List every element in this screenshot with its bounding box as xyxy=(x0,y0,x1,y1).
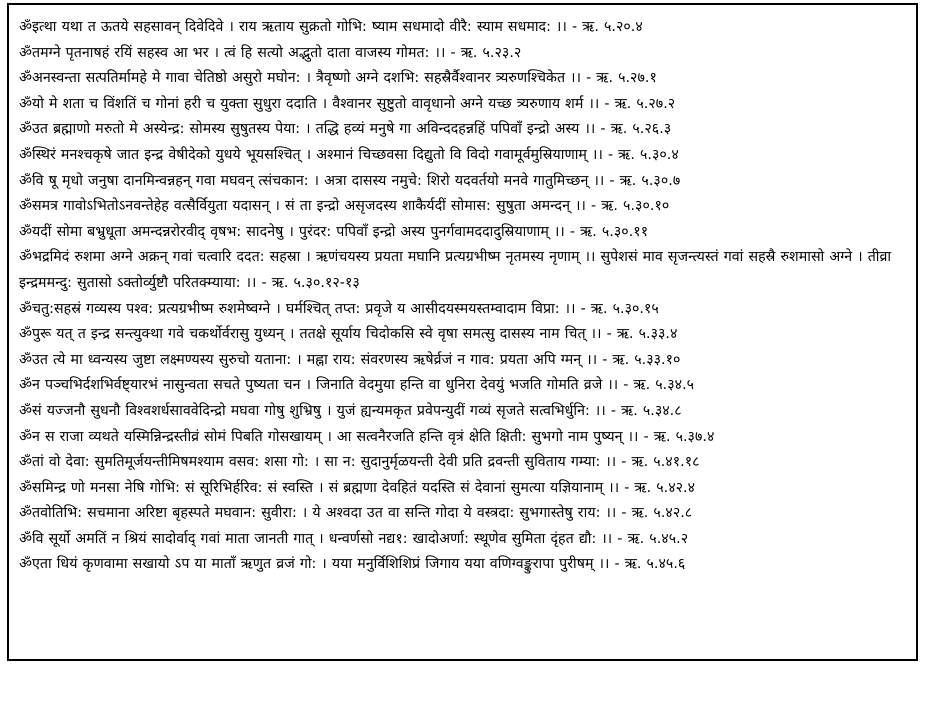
verse-reference: - ऋ. ५.३०.१२-१३ xyxy=(261,274,360,291)
verse-line xyxy=(19,399,914,425)
verse-line xyxy=(19,194,914,220)
verse-line xyxy=(19,169,914,195)
verse-line xyxy=(19,552,914,578)
verse-reference: - ऋ. ५.३०.४ xyxy=(607,146,679,163)
verse-text: ॐतमग्ने पृतनाषहं रयिं सहस्व आ भर । त्वं हि सत्यो अद्भुतो दाता वाजस्य गोमत: ।। xyxy=(19,44,446,61)
verse-reference: - ऋ. ५.३०.१० xyxy=(591,198,670,215)
verse-reference: - ऋ. ५.३४.५ xyxy=(623,377,695,394)
verse-text: ॐउत त्ये मा ध्वन्यस्य जुष्टा लक्ष्मण्यस्य सुरुचो यताना: । मह्ना राय: संवरणस्य ऋषेर्व्रजं न गाव: प्रयता अपि ग्मन् ।। xyxy=(19,351,598,368)
verse-text: ॐअनस्वन्ता सत्पतिर्मामहे मे गावा चेतिष्ठो असुरो मघोन: । त्रैवृष्णो अग्ने दशभि: सहस्रैर्वैश्वानर त्र्यरुणश्चिकेत ।। xyxy=(19,70,581,87)
verse-list xyxy=(19,15,914,578)
verse-line xyxy=(19,501,914,527)
verse-reference: - ऋ. ५.३०.१५ xyxy=(580,300,659,317)
verse-text: ॐउत ब्रह्माणो मरुतो मे अस्येन्द्र: सोमस्य सुषुतस्य पेया: । तद्धि हव्यं मनुषे गा अविन्ददहन्नहिं पपिवाँ इन्द्रो अस्य ।। xyxy=(19,121,596,138)
verse-reference: - ऋ. ५.२६.३ xyxy=(600,121,672,138)
verse-line xyxy=(19,450,914,476)
verse-text: ॐपुरू यत् त इन्द्र सन्त्युक्था गवे चकर्थोर्वरासु युध्यन् । ततक्षे सूर्याय चिदोकसि स्वे वृषा समत्सु दासस्य नाम चित् ।। xyxy=(19,326,602,343)
verse-line xyxy=(19,297,914,323)
verse-line xyxy=(19,15,914,41)
verse-text: ॐसमिन्द्र णो मनसा नेषि गोभि: सं सूरिभिर्हरिव: सं स्वस्ति । सं ब्रह्मणा देवहितं यदस्ति सं देवानां सुमत्या यज्ञियानाम् ।। xyxy=(19,479,620,496)
verse-line xyxy=(19,66,914,92)
verse-line xyxy=(19,245,914,296)
verse-line xyxy=(19,322,914,348)
verse-reference: - ऋ. ५.२७.२ xyxy=(604,95,676,112)
verse-reference: - ऋ. ५.४२.४ xyxy=(624,479,696,496)
verse-text: ॐभद्रमिदं रुशमा अग्ने अक्रन् गवां चत्वारि ददत: सहस्रा । ऋणंचयस्य प्रयता मघानि प्रत्यग्रभीष्म नृतमस्य नृणाम् ।। सुपेशसं माव सृजन्त्यस्तं गवां सहस्रै रुशमासो अग्ने । तीव्रा इन्द्रममन्दु: सुतासो ऽक्तोर्व्युष्टौ परितक्म्याया: ।। xyxy=(19,249,892,291)
verse-list-box xyxy=(7,3,918,661)
verse-reference: - ऋ. ५.२७.१ xyxy=(586,70,657,87)
verse-text: ॐसमत्र गावोऽभितोऽनवन्तेहेह वत्सैर्वियुता यदासन् । सं ता इन्द्रो असृजदस्य शाकैर्यदीं सोमास: सुषुता अमन्दन् ।। xyxy=(19,198,586,215)
verse-text: ॐतवोतिभि: सचमाना अरिष्टा बृहस्पते मघवान: सुवीरा: । ये अश्वदा उत वा सन्ति गोदा ये वस्त्रदा: सुभगास्तेषु राय: ।। xyxy=(19,505,617,522)
verse-reference: - ऋ. ५.२३.२ xyxy=(450,44,522,61)
verse-line xyxy=(19,348,914,374)
verse-text: ॐयदीं सोमा बभ्रुधूता अमन्दन्नरोरवीद् वृषभ: सादनेषु । पुरंदर: पपिवाँ इन्द्रो अस्य पुनर्गवामददादुस्रियाणाम् ।। xyxy=(19,223,565,240)
verse-text: ॐचतु:सहस्रं गव्यस्य पश्व: प्रत्यग्रभीष्म रुशमेष्वग्ने । घर्मश्चित् तप्त: प्रवृजे य आसीदयस्मयस्तम्वादाम विप्रा: ।। xyxy=(19,300,576,317)
verse-text: ॐयो मे शता च विंशतिं च गोनां हरी च युक्ता सुधुरा ददाति । वैश्वानर सुष्टुतो वावृधानो अग्ने यच्छ त्र्यरुणाय शर्म ।। xyxy=(19,95,600,112)
verse-text: ॐसं यज्जनौ सुधनौ विश्वशर्धसाववेदिन्द्रो मघवा गोषु शुभ्रिषु । युजं ह्यन्यमकृत प्रवेपन्युदीं गव्यं सृजते सत्वभिर्धुनि: ।। xyxy=(19,402,606,419)
verse-reference: - ऋ. ५.४५.२ xyxy=(617,530,689,547)
verse-line xyxy=(19,220,914,246)
verse-text: ॐएता धियं कृणवामा सखायो ऽप या माताँ ऋणुत व्रजं गो: । यया मनुर्विशिशिप्रं जिगाय यया वणिग्वङ्कुरापा पुरीषम् ।। xyxy=(19,556,610,573)
verse-reference: - ऋ. ५.४२.८ xyxy=(621,505,693,522)
verse-text: ॐस्थिरं मनश्चकृषे जात इन्द्र वेषीदेको युधये भूयसश्चित् । अश्मानं चिच्छवसा दिद्युतो वि विदो गवामूर्वमुस्रियाणाम् ।। xyxy=(19,146,603,163)
verse-text: ॐइत्था यथा त ऊतये सहसावन् दिवेदिवे । राय ऋताय सुक्रतो गोभि: ष्याम सधमादो वीरै: स्याम सधमाद: ।। xyxy=(19,19,567,35)
verse-line xyxy=(19,143,914,169)
verse-text: ॐवि सूर्यो अमतिं न श्रियं सादोर्वाद् गवां माता जानती गात् । धन्वर्णसो नद्य१: खादोअर्णा: स्थूणेव सुमिता दृंहत द्यौ: ।। xyxy=(19,530,613,547)
verse-reference: - ऋ. ५.३३.४ xyxy=(606,326,678,343)
verse-text: ॐन स राजा व्यथते यस्मिन्निन्द्रस्तीव्रं सोमं पिबति गोसखायम् । आ सत्वनैरजति हन्ति वृत्रं क्षेति क्षिती: सुभगो नाम पुष्यन् ।। xyxy=(19,428,639,445)
verse-line xyxy=(19,425,914,451)
verse-reference: - ऋ. ५.२०.४ xyxy=(571,19,643,35)
verse-line xyxy=(19,92,914,118)
verse-reference: - ऋ. ५.३७.४ xyxy=(643,428,715,445)
verse-reference: - ऋ. ५.३४.८ xyxy=(610,402,682,419)
verse-line xyxy=(19,373,914,399)
verse-reference: - ऋ. ५.३०.११ xyxy=(569,223,649,240)
verse-reference: - ऋ. ५.४५.६ xyxy=(614,556,686,573)
verse-reference: - ऋ. ५.३०.७ xyxy=(609,172,681,189)
verse-line xyxy=(19,117,914,143)
verse-reference: - ऋ. ५.४१.१८ xyxy=(621,454,700,471)
verse-line xyxy=(19,527,914,553)
verse-reference: - ऋ. ५.३३.१० xyxy=(602,351,681,368)
verse-line xyxy=(19,476,914,502)
verse-line xyxy=(19,41,914,67)
verse-text: ॐतां वो देवा: सुमतिमूर्जयन्तीमिषमश्याम वसव: शसा गो: । सा न: सुदानुर्मृळयन्ती देवी प्रति द्रवन्ती सुविताय गम्या: ।। xyxy=(19,454,617,471)
verse-text: ॐन पञ्चभिर्दशभिर्वष्ट्यारभं नासुन्वता सचते पुष्यता चन । जिनाति वेदमुया हन्ति वा धुनिरा देवयुं भजति गोमति व्रजे ।। xyxy=(19,377,619,394)
verse-text: ॐवि षू मृधो जनुषा दानमिन्वन्नहन् गवा मघवन् त्संचकान: । अत्रा दासस्य नमुचे: शिरो यदवर्तयो मनवे गातुमिच्छन् ।। xyxy=(19,172,605,189)
